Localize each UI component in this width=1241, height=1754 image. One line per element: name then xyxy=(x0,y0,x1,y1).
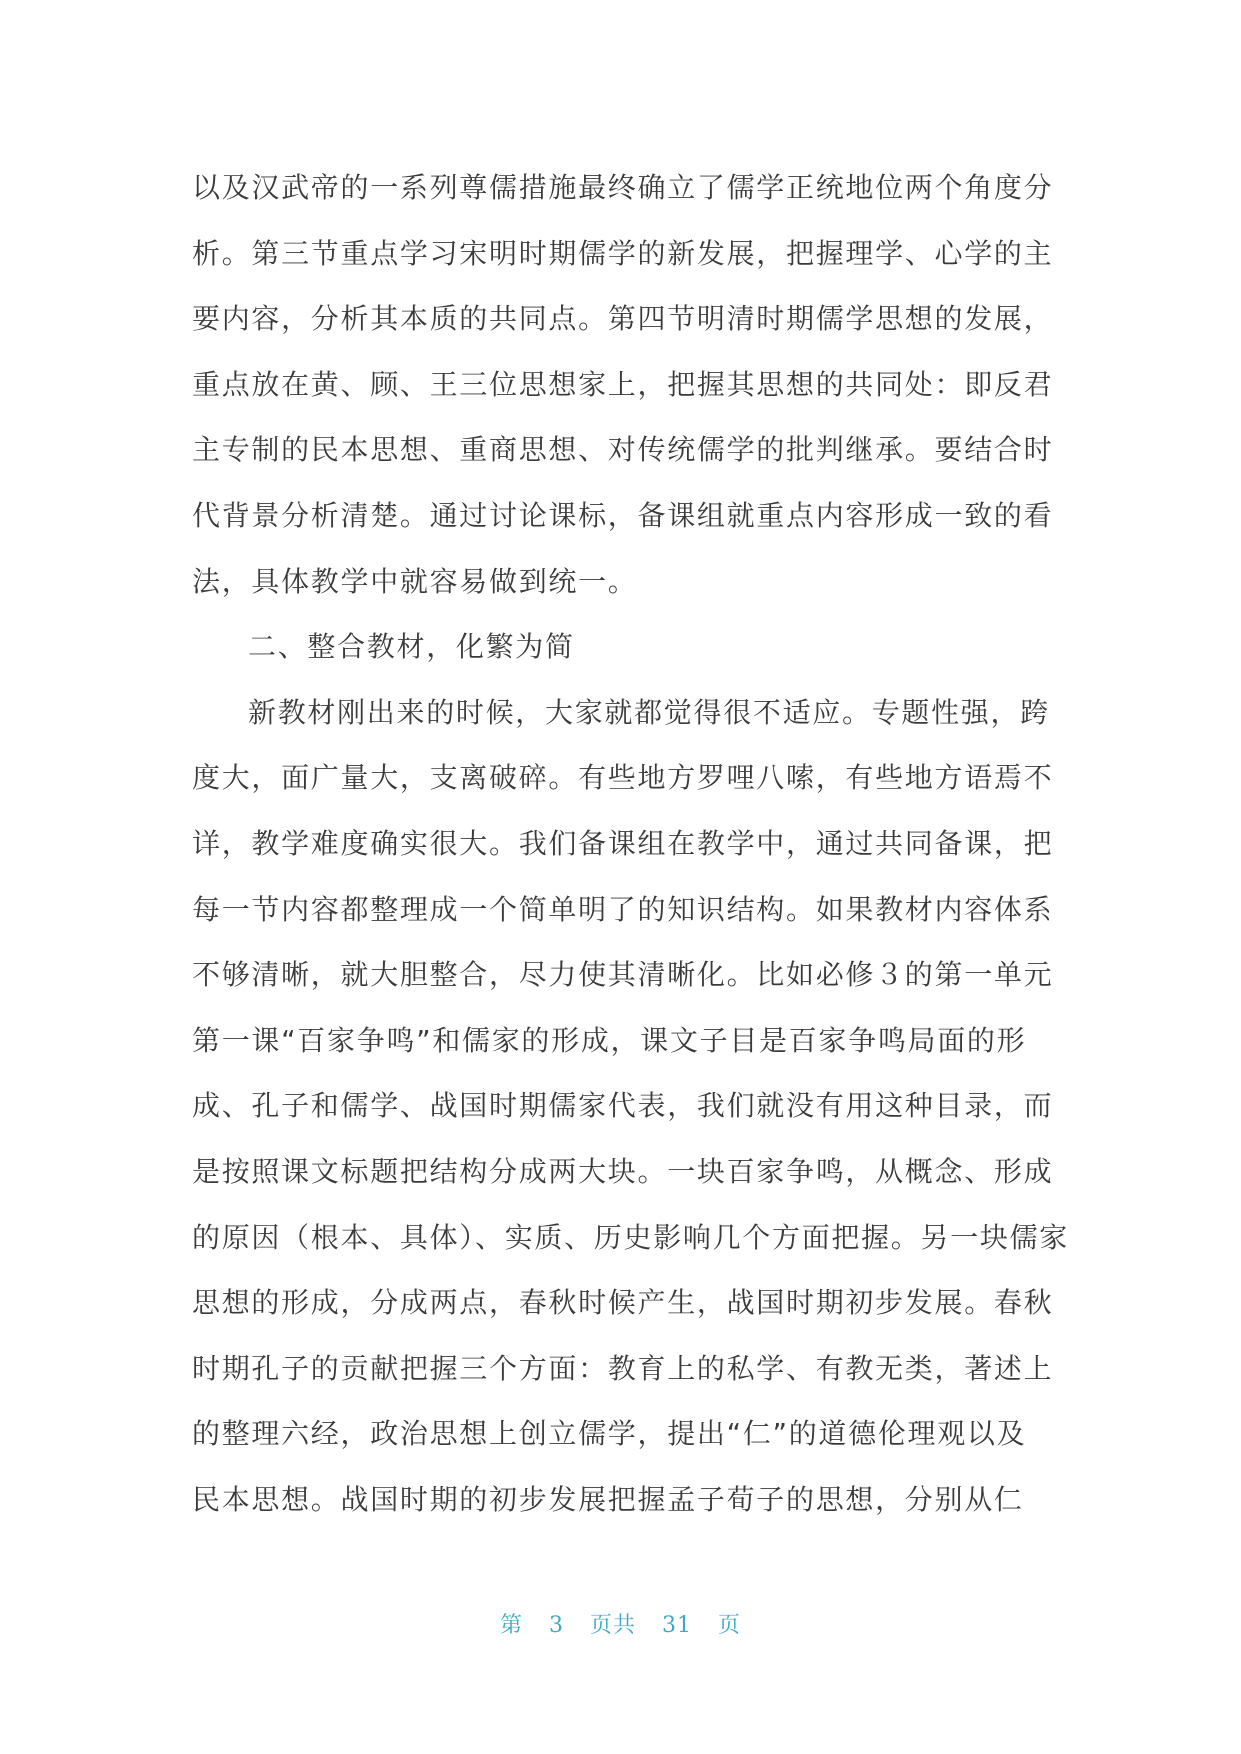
page-number: 3 xyxy=(548,1613,564,1638)
text-line: 法，具体教学中就容易做到统一。 xyxy=(192,564,638,598)
section-heading: 二、整合教材，化繁为简 xyxy=(248,630,575,664)
footer-prefix: 第 xyxy=(499,1613,523,1638)
footer-middle: 页共 xyxy=(589,1613,636,1638)
text-line: 是按照课文标题把结构分成两大块。一块百家争鸣，从概念、形成 xyxy=(192,1154,1054,1188)
text-line: 的整理六经，政治思想上创立儒学，提出“仁”的道德伦理观以及 xyxy=(192,1417,1027,1451)
text-line: 代背景分析清楚。通过讨论课标，备课组就重点内容形成一致的看 xyxy=(192,498,1054,532)
text-line: 析。第三节重点学习宋明时期儒学的新发展，把握理学、心学的主 xyxy=(192,236,1054,270)
text-line: 思想的形成，分成两点，春秋时候产生，战国时期初步发展。春秋 xyxy=(192,1286,1054,1320)
text-line: 时期孔子的贡献把握三个方面：教育上的私学、有教无类，著述上 xyxy=(192,1351,1054,1385)
document-body xyxy=(192,155,1070,1532)
total-pages: 31 xyxy=(662,1613,692,1638)
text-line: 度大，面广量大，支离破碎。有些地方罗哩八嗦，有些地方语焉不 xyxy=(192,761,1054,795)
text-line: 不够清晰，就大胆整合，尽力使其清晰化。比如必修３的第一单元 xyxy=(192,958,1054,992)
text-line: 以及汉武帝的一系列尊儒措施最终确立了儒学正统地位两个角度分 xyxy=(192,171,1054,204)
text-line: 详，教学难度确实很大。我们备课组在教学中，通过共同备课，把 xyxy=(192,826,1054,860)
text-line: 民本思想。战国时期的初步发展把握孟子荀子的思想，分别从仁 xyxy=(192,1482,1024,1516)
text-line: 要内容，分析其本质的共同点。第四节明清时期儒学思想的发展， xyxy=(192,302,1054,336)
text-line: 主专制的民本思想、重商思想、对传统儒学的批判继承。要结合时 xyxy=(192,433,1054,467)
footer-suffix: 页 xyxy=(718,1613,742,1638)
text-line: 第一课“百家争鸣”和儒家的形成，课文子目是百家争鸣局面的形 xyxy=(192,1023,1027,1057)
text-line: 重点放在黄、顾、王三位思想家上，把握其思想的共同处：即反君 xyxy=(192,367,1054,401)
page-footer xyxy=(0,1608,1241,1639)
text-line: 成、孔子和儒学、战国时期儒家代表，我们就没有用这种目录，而 xyxy=(192,1089,1054,1123)
text-line: 每一节内容都整理成一个简单明了的知识结构。如果教材内容体系 xyxy=(192,892,1054,926)
text-line: 新教材刚出来的时候，大家就都觉得很不适应。专题性强，跨 xyxy=(248,695,1050,729)
text-line: 的原因（根本、具体）、实质、历史影响几个方面把握。另一块儒家 xyxy=(192,1220,1070,1254)
